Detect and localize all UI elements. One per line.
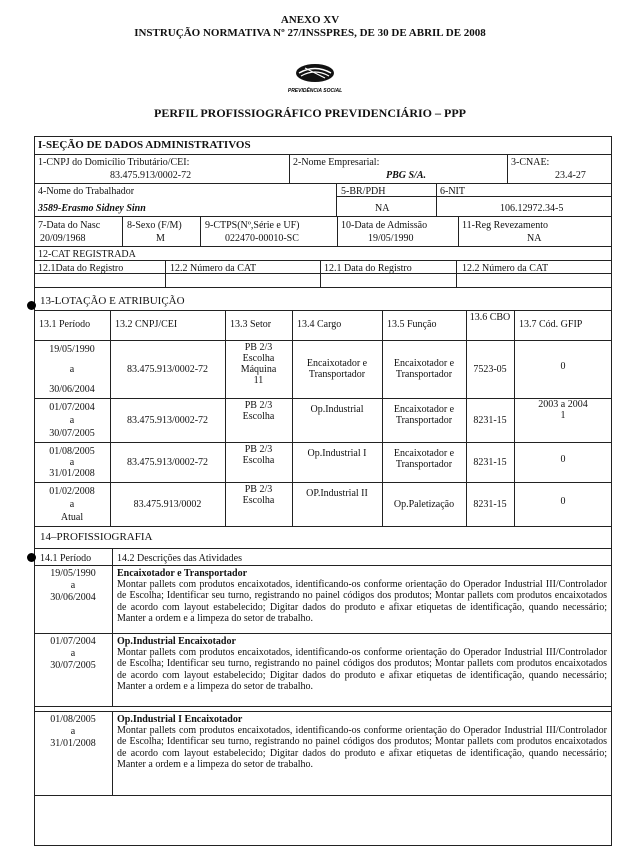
section-14-title: 14–PROFISSIOGRAFIA bbox=[40, 531, 153, 543]
funcao-cell: Transportador bbox=[395, 415, 453, 426]
cbo-cell: 8231-15 bbox=[473, 456, 507, 468]
annex-title: ANEXO XV bbox=[280, 14, 340, 26]
lotacao-header: 13.2 CNPJ/CEI bbox=[115, 319, 178, 330]
period-separator: a bbox=[69, 364, 75, 375]
funcao-cell: Encaixotador e bbox=[393, 448, 455, 459]
gfip-cell: 0 bbox=[560, 495, 566, 507]
cargo-cell: Transportador bbox=[308, 369, 366, 380]
header-line bbox=[34, 340, 612, 341]
shift-rotation-value: NA bbox=[527, 233, 542, 244]
nit-value: 106.12972.34-5 bbox=[500, 203, 564, 214]
period-end: 30/06/2004 bbox=[49, 384, 95, 395]
cbo-cell: 8231-15 bbox=[473, 498, 507, 510]
activity-period-separator: a bbox=[70, 726, 76, 737]
cargo-cell: Encaixotador e bbox=[306, 358, 368, 369]
admission-date-value: 19/05/1990 bbox=[368, 233, 414, 244]
funcao-cell: Transportador bbox=[395, 459, 453, 470]
activity-period-end: 30/06/2004 bbox=[50, 592, 96, 603]
row-line bbox=[34, 711, 612, 712]
cnae-label: 3-CNAE: bbox=[511, 157, 550, 168]
period-start: 19/05/1990 bbox=[49, 344, 95, 355]
setor-cell: PB 2/3 bbox=[244, 444, 273, 455]
cargo-cell: OP.Industrial II bbox=[306, 488, 368, 499]
period-start: 01/07/2004 bbox=[49, 402, 95, 413]
setor-cell: PB 2/3 bbox=[244, 484, 273, 495]
ctps-value: 022470-00010-SC bbox=[225, 233, 299, 244]
column-divider bbox=[112, 565, 113, 633]
svg-text:PREVIDÊNCIA SOCIAL: PREVIDÊNCIA SOCIAL bbox=[287, 88, 343, 94]
activity-title: Op.Industrial I Encaixotador bbox=[117, 714, 243, 725]
funcao-cell: Encaixotador e bbox=[393, 404, 455, 415]
row-line bbox=[34, 706, 612, 707]
row-line bbox=[34, 482, 612, 483]
activity-description: Montar pallets com produtos encaixotados, identificando-os conforme orientação do Operador Industrial III/Controlador de Escolha; Identificar seu turno, registrando no painel códigos dos produtos; Montar pallets com produtos encaixotados de acordo com layout estabelecido; Digitar dados do produto e afixar etiquetas de identificação, quando necessário; Manter a ordem e a limpeza do setor de trabalho. bbox=[117, 725, 607, 771]
row-line bbox=[34, 795, 612, 796]
worker-name-label: 4-Nome do Trabalhador bbox=[38, 186, 135, 197]
gfip-cell: 1 bbox=[560, 410, 566, 421]
period-separator: a bbox=[69, 415, 75, 426]
cnpj-cell: 83.475.913/0002-72 bbox=[126, 363, 209, 375]
birth-date-value: 20/09/1968 bbox=[40, 233, 86, 244]
birth-date-label: 7-Data do Nasc bbox=[38, 220, 101, 231]
setor-cell: Escolha bbox=[242, 411, 275, 422]
period-end: 30/07/2005 bbox=[49, 428, 95, 439]
activity-description: Montar pallets com produtos encaixotados, identificando-os conforme orientação do Operador Industrial III/Controlador de Escolha; Identificar seu turno, registrando no painel códigos dos produtos; Montar pallets com produtos encaixotados de acordo com layout estabelecido; Digitar dados do produto e afixar etiquetas de identificação, quando necessário; Manter a ordem e a limpeza do setor de trabalho. bbox=[117, 579, 607, 625]
activity-period-start: 19/05/1990 bbox=[50, 568, 96, 579]
binder-hole-mark-2 bbox=[27, 553, 36, 562]
shift-rotation-label: 11-Reg Revezamento bbox=[462, 220, 548, 231]
cnpj-value: 83.475.913/0002-72 bbox=[110, 170, 192, 181]
br-pdh-value: NA bbox=[375, 203, 390, 214]
gfip-cell: 2003 a 2004 bbox=[538, 399, 588, 410]
activity-period-separator: a bbox=[70, 648, 76, 659]
setor-cell: PB 2/3 bbox=[244, 342, 273, 353]
cargo-cell: Op.Industrial I bbox=[307, 448, 367, 459]
setor-cell: PB 2/3 bbox=[244, 400, 273, 411]
row-line bbox=[34, 442, 612, 443]
setor-cell: Máquina bbox=[240, 364, 277, 375]
cargo-cell: Op.Industrial bbox=[310, 404, 364, 415]
admission-date-label: 10-Data de Admissão bbox=[341, 220, 428, 231]
previdencia-logo bbox=[283, 60, 347, 96]
cat-registration-date-1: 12.1Data do Registro bbox=[38, 263, 124, 274]
period-separator: a bbox=[69, 499, 75, 510]
activity-title: Encaixotador e Transportador bbox=[117, 568, 248, 579]
section-1-title: I-SEÇÃO DE DADOS ADMINISTRATIVOS bbox=[38, 139, 251, 151]
gfip-cell: 0 bbox=[560, 360, 566, 372]
gfip-cell: 0 bbox=[560, 453, 566, 465]
instruction-title: INSTRUÇÃO NORMATIVA Nº 27/INSSPRES, DE 30 DE ABRIL DE 2008 bbox=[134, 27, 486, 39]
period-end: Atual bbox=[60, 512, 84, 523]
setor-cell: Escolha bbox=[242, 455, 275, 466]
setor-cell: Escolha bbox=[242, 495, 275, 506]
activity-period-start: 01/08/2005 bbox=[50, 714, 96, 725]
funcao-cell: Encaixotador e bbox=[393, 358, 455, 369]
period-start: 01/02/2008 bbox=[49, 486, 95, 497]
cnpj-cell: 83.475.913/0002-72 bbox=[126, 414, 209, 426]
cbo-cell: 7523-05 bbox=[473, 363, 507, 375]
cnae-value: 23.4-27 bbox=[555, 170, 586, 181]
activity-description: Montar pallets com produtos encaixotados, identificando-os conforme orientação do Operador Industrial III/Controlador de Escolha; Identificar seu turno, registrando no painel códigos dos produtos; Montar pallets com produtos encaixotados de acordo com layout estabelecido; Digitar dados do produto e afixar etiquetas de identificação, quando necessário; Manter a ordem e a limpeza do setor de trabalho. bbox=[117, 647, 607, 693]
binder-hole-mark bbox=[27, 301, 36, 310]
nit-label: 6-NIT bbox=[440, 186, 465, 197]
activity-description-header: 14.2 Descrições das Atividades bbox=[117, 553, 242, 564]
cat-label: 12-CAT REGISTRADA bbox=[38, 249, 136, 260]
cnpj-cell: 83.475.913/0002-72 bbox=[126, 456, 209, 468]
activity-period-header: 14.1 Período bbox=[40, 553, 92, 564]
lotacao-header: 13.4 Cargo bbox=[297, 319, 342, 330]
lotacao-header: 13.3 Setor bbox=[230, 319, 272, 330]
document-title: PERFIL PROFISSIOGRÁFICO PREVIDENCIÁRIO – PPP bbox=[153, 106, 467, 120]
activity-period-end: 31/01/2008 bbox=[50, 738, 96, 749]
cat-number-1: 12.2 Número da CAT bbox=[170, 263, 257, 274]
lotacao-header: 13.5 Função bbox=[387, 319, 437, 330]
column-divider bbox=[112, 711, 113, 795]
sex-label: 8-Sexo (F/M) bbox=[127, 220, 182, 231]
activity-period-separator: a bbox=[70, 580, 76, 591]
cnpj-label: 1-CNPJ do Domicílio Tributário/CEI: bbox=[38, 157, 190, 168]
sex-value: M bbox=[156, 233, 165, 244]
ctps-label: 9-CTPS(Nº,Série e UF) bbox=[205, 220, 300, 231]
activity-period-end: 30/07/2005 bbox=[50, 660, 96, 671]
company-name-value: PBG S/A. bbox=[386, 170, 427, 181]
lotacao-header: 13.7 Cód. GFIP bbox=[519, 319, 583, 330]
row-line bbox=[34, 633, 612, 634]
column-divider bbox=[112, 633, 113, 706]
cat-number-2: 12.2 Número da CAT bbox=[462, 263, 549, 274]
lotacao-header: 13.1 Período bbox=[39, 319, 91, 330]
cnpj-cell: 83.475.913/0002 bbox=[133, 498, 202, 510]
cbo-cell: 8231-15 bbox=[473, 414, 507, 426]
funcao-cell: Transportador bbox=[395, 369, 453, 380]
row-line bbox=[34, 526, 612, 527]
funcao-cell: Op.Paletização bbox=[393, 498, 455, 510]
section-13-title: 13-LOTAÇÃO E ATRIBUIÇÃO bbox=[40, 295, 185, 307]
activity-period-start: 01/07/2004 bbox=[50, 636, 96, 647]
setor-cell: 11 bbox=[253, 375, 264, 386]
activity-title: Op.Industrial Encaixotador bbox=[117, 636, 236, 647]
period-start: 01/08/2005 bbox=[49, 446, 95, 457]
company-name-label: 2-Nome Empresarial: bbox=[293, 157, 380, 168]
br-pdh-label: 5-BR/PDH bbox=[341, 186, 386, 197]
lotacao-header: 13.6 CBO bbox=[469, 312, 511, 323]
worker-name-value: 3589-Erasmo Sidney Sinn bbox=[38, 203, 146, 214]
period-end: 31/01/2008 bbox=[49, 468, 95, 479]
period-separator: a bbox=[69, 457, 75, 468]
cat-registration-date-2: 12.1 Data do Registro bbox=[324, 263, 412, 274]
setor-cell: Escolha bbox=[242, 353, 275, 364]
